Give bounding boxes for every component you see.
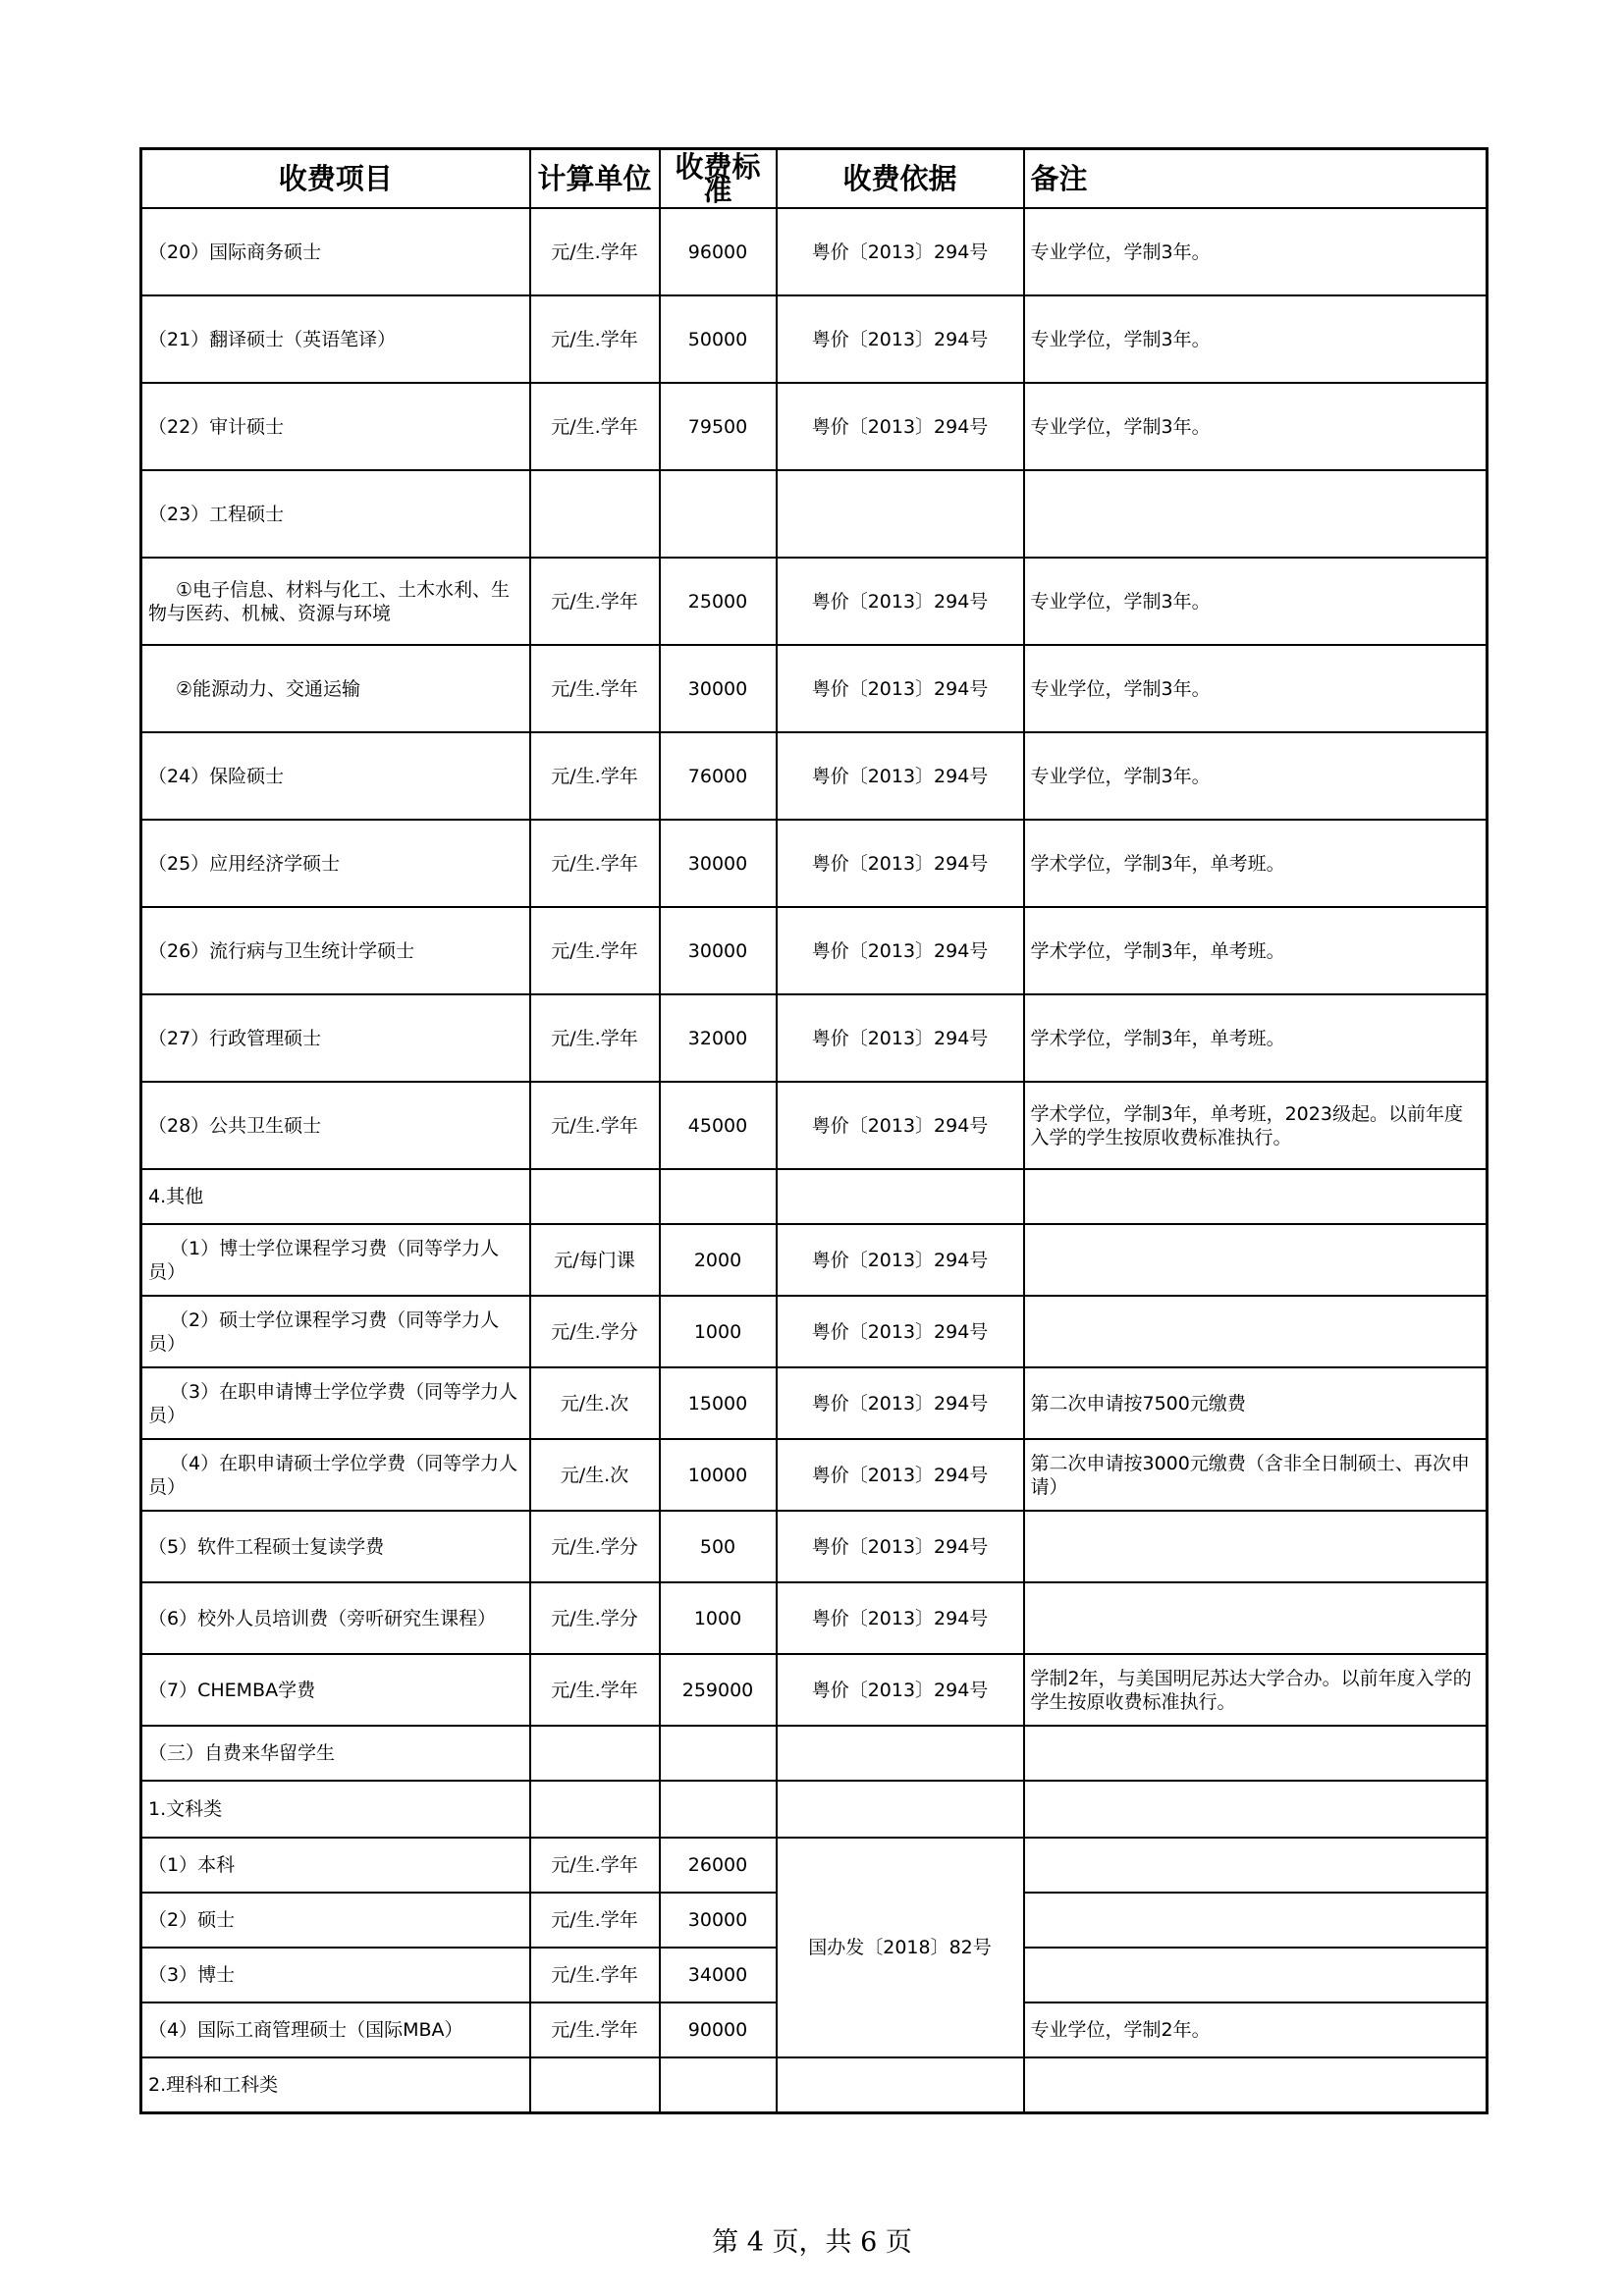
basis-cell: 粤价〔2013〕294号	[777, 1654, 1024, 1726]
note-cell: 第二次申请按7500元缴费	[1024, 1367, 1488, 1439]
item-cell: （22）审计硕士	[141, 383, 530, 470]
note-cell	[1024, 1582, 1488, 1654]
basis-cell	[777, 1781, 1024, 1838]
unit-cell: 元/生.学年	[530, 208, 660, 295]
unit-cell: 元/生.次	[530, 1439, 660, 1511]
basis-cell: 粤价〔2013〕294号	[777, 907, 1024, 994]
page-number: 第 4 页，共 6 页	[712, 2227, 912, 2258]
table-row	[141, 1439, 1488, 1511]
note-cell	[1024, 1948, 1488, 2002]
header-note: 备注	[1024, 149, 1488, 209]
item-cell: （26）流行病与卫生统计学硕士	[141, 907, 530, 994]
note-cell: 学术学位，学制3年，单考班。	[1024, 820, 1488, 907]
table-row	[141, 1838, 1488, 1893]
basis-cell: 粤价〔2013〕294号	[777, 1082, 1024, 1169]
item-cell: （2）硕士	[141, 1893, 530, 1948]
item-cell: （23）工程硕士	[141, 470, 530, 558]
table-row	[141, 470, 1488, 558]
note-cell: 学术学位，学制3年，单考班，2023级起。以前年度入学的学生按原收费标准执行。	[1024, 1082, 1488, 1169]
note-cell: 学术学位，学制3年，单考班。	[1024, 994, 1488, 1082]
basis-cell: 粤价〔2013〕294号	[777, 208, 1024, 295]
note-cell	[1024, 1169, 1488, 1224]
basis-cell	[777, 2057, 1024, 2113]
unit-cell: 元/生.学年	[530, 2002, 660, 2057]
basis-cell: 粤价〔2013〕294号	[777, 1367, 1024, 1439]
fee-cell: 30000	[660, 907, 777, 994]
basis-cell: 粤价〔2013〕294号	[777, 1439, 1024, 1511]
note-cell	[1024, 470, 1488, 558]
fee-cell: 50000	[660, 295, 777, 383]
fee-cell: 45000	[660, 1082, 777, 1169]
table-row	[141, 1511, 1488, 1582]
item-cell: （5）软件工程硕士复读学费	[141, 1511, 530, 1582]
item-cell: （6）校外人员培训费（旁听研究生课程）	[141, 1582, 530, 1654]
fee-cell: 10000	[660, 1439, 777, 1511]
header-item: 收费项目	[141, 149, 530, 209]
unit-cell	[530, 1169, 660, 1224]
fee-cell: 76000	[660, 732, 777, 820]
fee-cell: 79500	[660, 383, 777, 470]
fee-cell: 34000	[660, 1948, 777, 2002]
note-cell	[1024, 1511, 1488, 1582]
item-cell: （25）应用经济学硕士	[141, 820, 530, 907]
fee-cell: 30000	[660, 820, 777, 907]
unit-cell: 元/生.学年	[530, 1838, 660, 1893]
table-row	[141, 1224, 1488, 1296]
unit-cell: 元/每门课	[530, 1224, 660, 1296]
unit-cell: 元/生.学分	[530, 1511, 660, 1582]
basis-cell	[777, 470, 1024, 558]
fee-cell: 500	[660, 1511, 777, 1582]
table-row	[141, 645, 1488, 732]
subsection-row	[141, 2057, 1488, 2113]
basis-cell: 粤价〔2013〕294号	[777, 383, 1024, 470]
basis-cell: 粤价〔2013〕294号	[777, 820, 1024, 907]
unit-cell: 元/生.学分	[530, 1296, 660, 1367]
table-row	[141, 732, 1488, 820]
unit-cell: 元/生.学年	[530, 820, 660, 907]
table-row	[141, 208, 1488, 295]
item-cell: （3）在职申请博士学位学费（同等学力人员）	[141, 1367, 530, 1439]
note-cell	[1024, 1838, 1488, 1893]
item-cell: （4）国际工商管理硕士（国际MBA）	[141, 2002, 530, 2057]
unit-cell	[530, 470, 660, 558]
table-row	[141, 1296, 1488, 1367]
fee-cell: 25000	[660, 558, 777, 645]
subsection-row	[141, 1781, 1488, 1838]
note-cell	[1024, 1296, 1488, 1367]
table-row	[141, 295, 1488, 383]
header-fee: 收费标准	[660, 149, 777, 209]
item-cell: （28）公共卫生硕士	[141, 1082, 530, 1169]
note-cell: 专业学位，学制3年。	[1024, 295, 1488, 383]
unit-cell	[530, 1726, 660, 1781]
header-unit: 计算单位	[530, 149, 660, 209]
item-cell: （21）翻译硕士（英语笔译）	[141, 295, 530, 383]
item-cell: （1）本科	[141, 1838, 530, 1893]
item-cell: （1）博士学位课程学习费（同等学力人员）	[141, 1224, 530, 1296]
item-cell: （24）保险硕士	[141, 732, 530, 820]
fee-cell: 30000	[660, 1893, 777, 1948]
note-cell	[1024, 1726, 1488, 1781]
unit-cell	[530, 2057, 660, 2113]
note-cell	[1024, 2057, 1488, 2113]
basis-cell-merged: 国办发〔2018〕82号	[777, 1838, 1024, 2057]
fee-cell	[660, 2057, 777, 2113]
unit-cell: 元/生.学年	[530, 732, 660, 820]
fee-cell	[660, 1726, 777, 1781]
fee-cell: 1000	[660, 1582, 777, 1654]
header-row	[141, 149, 1488, 209]
unit-cell: 元/生.学年	[530, 383, 660, 470]
unit-cell: 元/生.次	[530, 1367, 660, 1439]
table-row	[141, 383, 1488, 470]
basis-cell	[777, 1726, 1024, 1781]
basis-cell: 粤价〔2013〕294号	[777, 1296, 1024, 1367]
header-basis: 收费依据	[777, 149, 1024, 209]
fee-cell: 32000	[660, 994, 777, 1082]
section-title: （三）自费来华留学生	[141, 1726, 530, 1781]
note-cell: 第二次申请按3000元缴费（含非全日制硕士、再次申请）	[1024, 1439, 1488, 1511]
item-cell: ①电子信息、材料与化工、土木水利、生物与医药、机械、资源与环境	[141, 558, 530, 645]
unit-cell: 元/生.学年	[530, 645, 660, 732]
note-cell	[1024, 1224, 1488, 1296]
fee-cell	[660, 1781, 777, 1838]
fee-cell: 96000	[660, 208, 777, 295]
fee-table	[139, 147, 1489, 2114]
table-row	[141, 1082, 1488, 1169]
table-row	[141, 1654, 1488, 1726]
unit-cell: 元/生.学年	[530, 1082, 660, 1169]
unit-cell: 元/生.学年	[530, 1948, 660, 2002]
item-cell: （3）博士	[141, 1948, 530, 2002]
note-cell: 专业学位，学制3年。	[1024, 208, 1488, 295]
table-row	[141, 994, 1488, 1082]
fee-cell: 15000	[660, 1367, 777, 1439]
unit-cell: 元/生.学分	[530, 1582, 660, 1654]
table-row	[141, 1582, 1488, 1654]
table-row	[141, 820, 1488, 907]
basis-cell: 粤价〔2013〕294号	[777, 1224, 1024, 1296]
basis-cell: 粤价〔2013〕294号	[777, 994, 1024, 1082]
unit-cell: 元/生.学年	[530, 1893, 660, 1948]
note-cell: 专业学位，学制3年。	[1024, 732, 1488, 820]
basis-cell: 粤价〔2013〕294号	[777, 295, 1024, 383]
fee-cell: 259000	[660, 1654, 777, 1726]
subsection-title: 2.理科和工科类	[141, 2057, 530, 2113]
unit-cell: 元/生.学年	[530, 907, 660, 994]
basis-cell: 粤价〔2013〕294号	[777, 1582, 1024, 1654]
fee-cell: 26000	[660, 1838, 777, 1893]
unit-cell: 元/生.学年	[530, 1654, 660, 1726]
note-cell: 专业学位，学制3年。	[1024, 558, 1488, 645]
note-cell: 专业学位，学制3年。	[1024, 383, 1488, 470]
basis-cell: 粤价〔2013〕294号	[777, 732, 1024, 820]
section-row	[141, 1169, 1488, 1224]
note-cell	[1024, 1781, 1488, 1838]
basis-cell: 粤价〔2013〕294号	[777, 558, 1024, 645]
item-cell: （20）国际商务硕士	[141, 208, 530, 295]
fee-cell	[660, 1169, 777, 1224]
table-row	[141, 558, 1488, 645]
item-cell: （27）行政管理硕士	[141, 994, 530, 1082]
fee-cell: 30000	[660, 645, 777, 732]
unit-cell	[530, 1781, 660, 1838]
note-cell: 专业学位，学制3年。	[1024, 645, 1488, 732]
fee-cell: 1000	[660, 1296, 777, 1367]
note-cell: 学术学位，学制3年，单考班。	[1024, 907, 1488, 994]
section-title: 4.其他	[141, 1169, 530, 1224]
basis-cell: 粤价〔2013〕294号	[777, 645, 1024, 732]
note-cell	[1024, 1893, 1488, 1948]
item-cell: ②能源动力、交通运输	[141, 645, 530, 732]
unit-cell: 元/生.学年	[530, 295, 660, 383]
basis-cell: 粤价〔2013〕294号	[777, 1511, 1024, 1582]
fee-cell: 90000	[660, 2002, 777, 2057]
table-row	[141, 1367, 1488, 1439]
item-cell: （2）硕士学位课程学习费（同等学力人员）	[141, 1296, 530, 1367]
note-cell: 学制2年，与美国明尼苏达大学合办。以前年度入学的学生按原收费标准执行。	[1024, 1654, 1488, 1726]
section-row	[141, 1726, 1488, 1781]
unit-cell: 元/生.学年	[530, 994, 660, 1082]
fee-cell: 2000	[660, 1224, 777, 1296]
unit-cell: 元/生.学年	[530, 558, 660, 645]
item-cell: （7）CHEMBA学费	[141, 1654, 530, 1726]
note-cell: 专业学位，学制2年。	[1024, 2002, 1488, 2057]
basis-cell	[777, 1169, 1024, 1224]
item-cell: （4）在职申请硕士学位学费（同等学力人员）	[141, 1439, 530, 1511]
subsection-title: 1.文科类	[141, 1781, 530, 1838]
fee-cell	[660, 470, 777, 558]
table-row	[141, 907, 1488, 994]
